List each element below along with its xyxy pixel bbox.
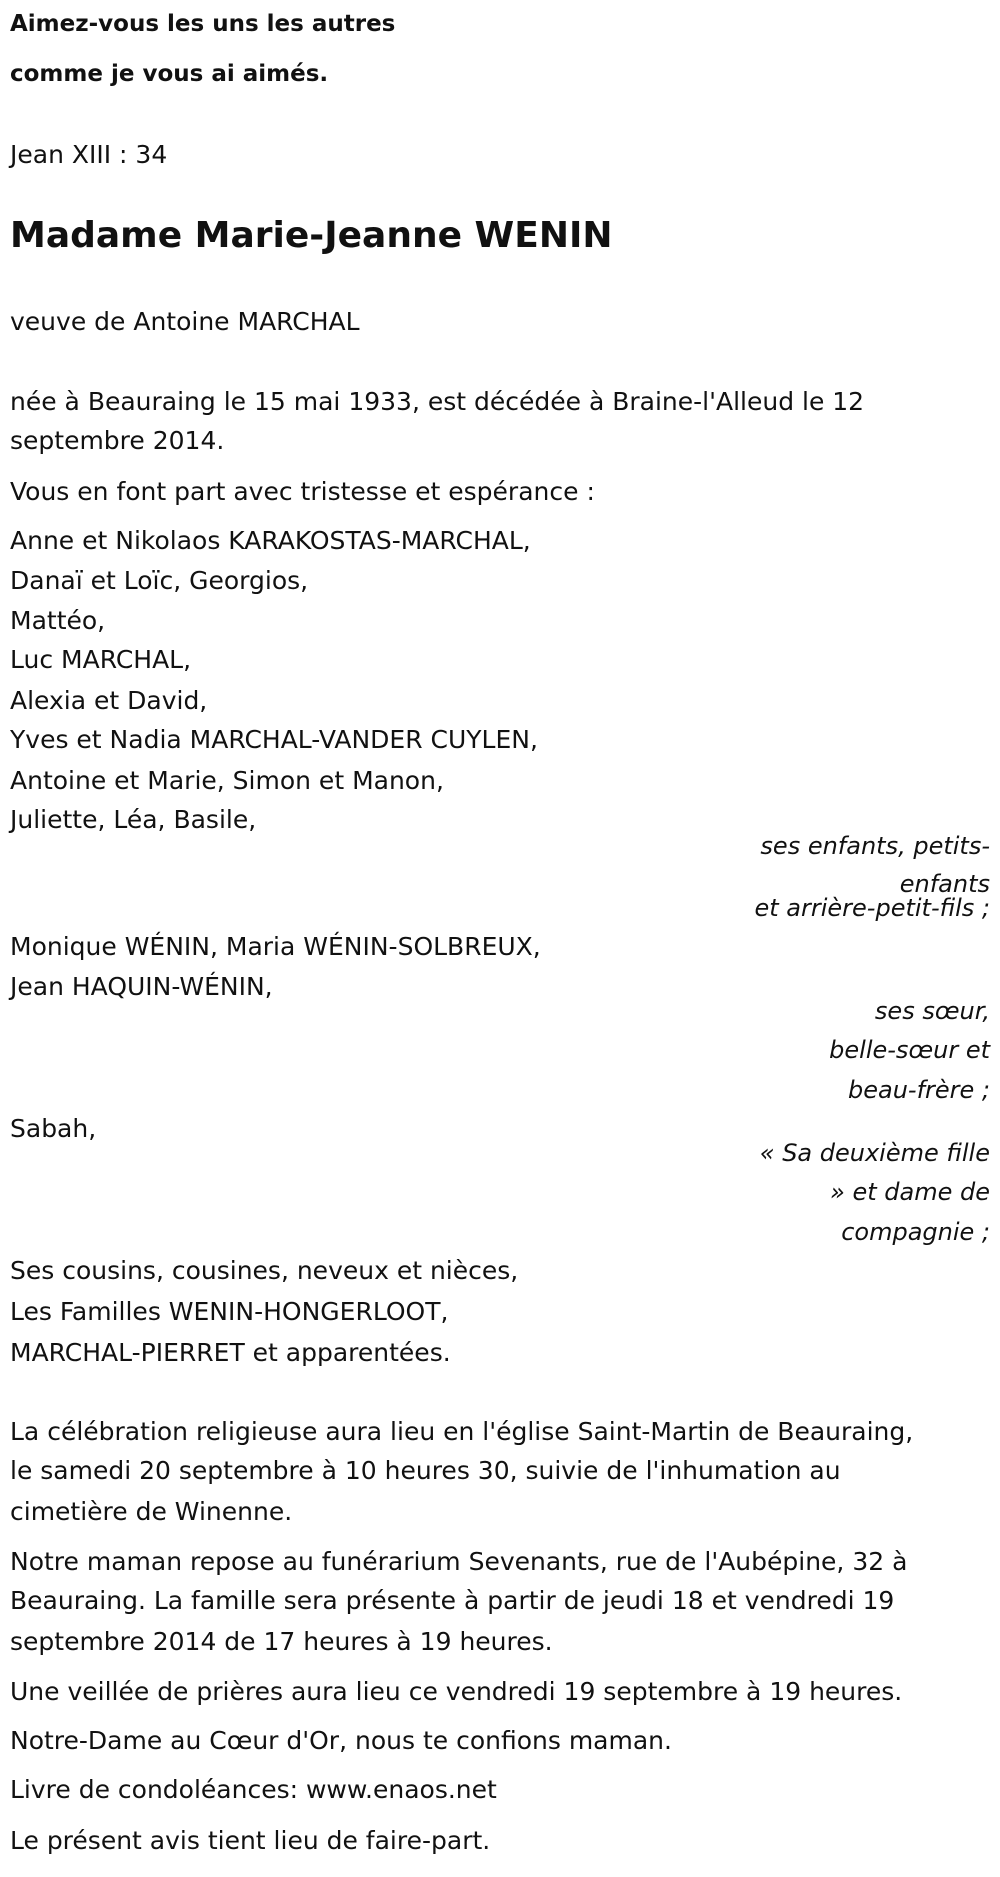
family-line: Les Familles WENIN-HONGERLOOT, [10,1297,449,1326]
family-line: MARCHAL-PIERRET et apparentées. [10,1338,451,1367]
family-line: Alexia et David, [10,686,208,715]
family-line: Yves et Nadia MARCHAL-VANDER CUYLEN, [10,725,538,754]
family-line: Ses cousins, cousines, neveux et nièces, [10,1256,519,1285]
birth-death-line: née à Beauraing le 15 mai 1933, est décédée à Braine-l'Alleud le 12 [10,387,865,416]
relation-line: » et dame de [830,1178,990,1206]
relation-line: et arrière-petit-fils ; [754,894,990,922]
ceremony-line: le samedi 20 septembre à 10 heures 30, suivie de l'inhumation au [10,1456,841,1485]
verse-line: comme je vous ai aimés. [10,61,329,87]
notice-text: Le présent avis tient lieu de faire-part. [10,1826,491,1855]
family-line: Anne et Nikolaos KARAKOSTAS-MARCHAL, [10,526,531,555]
relation-line: ses enfants, petits- [760,832,990,860]
widow-of: veuve de Antoine MARCHAL [10,307,360,336]
ceremony-line: cimetière de Winenne. [10,1497,293,1526]
announcement: Vous en font part avec tristesse et espérance : [10,477,595,506]
relation-line: « Sa deuxième fille [759,1139,990,1167]
deceased-name: Madame Marie-Jeanne WENIN [10,215,613,256]
verse-line: Aimez-vous les uns les autres [10,11,396,37]
prayer: Notre-Dame au Cœur d'Or, nous te confions maman. [10,1726,672,1755]
relation-line: ses sœur, [874,997,990,1025]
vigil-info: Une veillée de prières aura lieu ce vendredi 19 septembre à 19 heures. [10,1677,903,1706]
family-line: Mattéo, [10,606,106,635]
condolences-info: Livre de condoléances: www.enaos.net [10,1775,497,1804]
family-line: Monique WÉNIN, Maria WÉNIN-SOLBREUX, [10,932,541,961]
ceremony-line: La célébration religieuse aura lieu en l'église Saint-Martin de Beauraing, [10,1417,914,1446]
verse-reference: Jean XIII : 34 [10,140,168,169]
relation-line: beau-frère ; [847,1076,990,1104]
family-line: Danaï et Loïc, Georgios, [10,566,309,595]
family-line: Jean HAQUIN-WÉNIN, [10,972,273,1001]
family-line: Sabah, [10,1114,97,1143]
relation-line: compagnie ; [841,1218,990,1246]
family-line: Luc MARCHAL, [10,645,192,674]
family-line: Juliette, Léa, Basile, [10,805,257,834]
relation-line: belle-sœur et [829,1036,990,1064]
funerarium-line: Beauraing. La famille sera présente à partir de jeudi 18 et vendredi 19 [10,1586,895,1615]
funerarium-line: Notre maman repose au funérarium Sevenants, rue de l'Aubépine, 32 à [10,1547,908,1576]
funerarium-line: septembre 2014 de 17 heures à 19 heures. [10,1627,553,1656]
family-line: Antoine et Marie, Simon et Manon, [10,766,444,795]
relation-line: enfants [899,870,990,898]
birth-death-line: septembre 2014. [10,426,225,455]
